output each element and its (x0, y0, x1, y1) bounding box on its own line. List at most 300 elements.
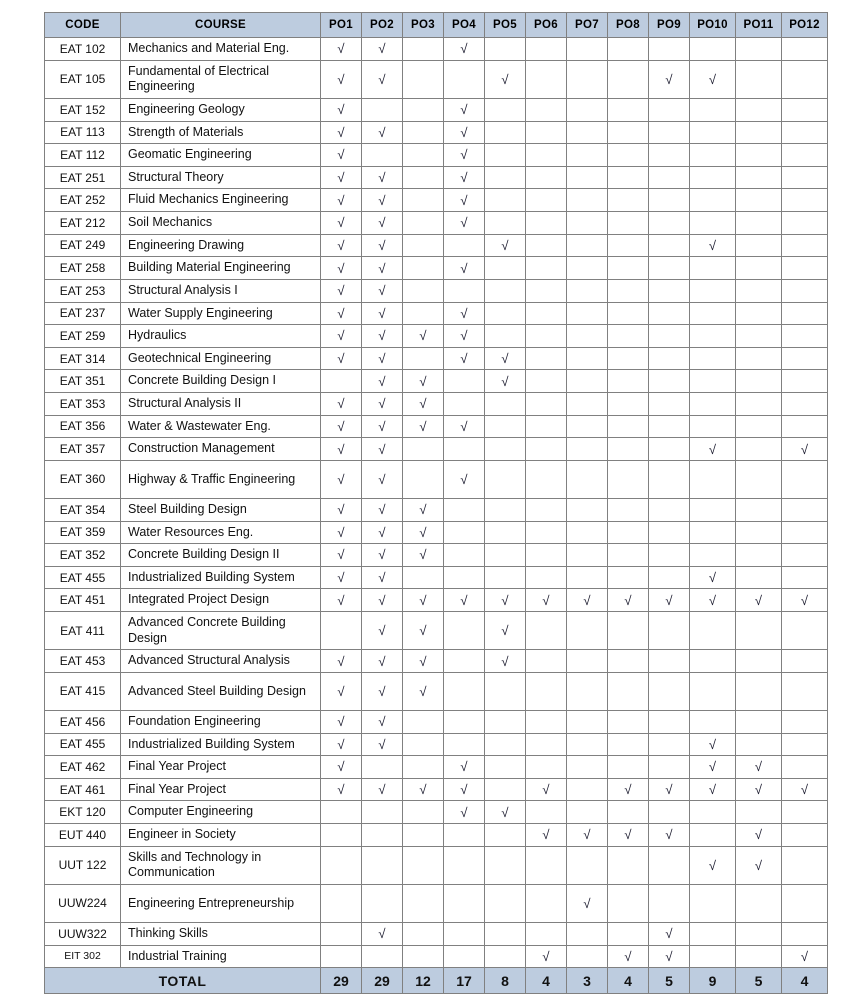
course-name-cell: Thinking Skills (121, 922, 321, 945)
course-name-cell: Industrialized Building System (121, 733, 321, 756)
check-icon: √ (501, 373, 509, 389)
po-mark-empty (608, 415, 649, 438)
po-mark-checked (362, 566, 403, 589)
po-mark-checked (485, 801, 526, 824)
check-icon: √ (337, 570, 345, 586)
po-mark-empty (403, 279, 444, 302)
po-mark-empty (608, 922, 649, 945)
po-mark-empty (403, 302, 444, 325)
po-mark-empty (608, 189, 649, 212)
po-mark-checked (444, 778, 485, 801)
po-mark-empty (690, 302, 736, 325)
po-mark-empty (485, 710, 526, 733)
course-code-cell: EUT 440 (45, 824, 121, 847)
column-header-code: CODE (45, 13, 121, 38)
po-mark-empty (485, 566, 526, 589)
course-name-cell: Geotechnical Engineering (121, 347, 321, 370)
po-mark-empty (485, 756, 526, 779)
po-mark-empty (649, 98, 690, 121)
po-mark-empty (736, 498, 782, 521)
po-mark-checked (690, 234, 736, 257)
po-mark-checked (321, 756, 362, 779)
table-row (45, 672, 828, 710)
po-mark-empty (362, 756, 403, 779)
po-mark-empty (736, 60, 782, 98)
column-header-po12: PO12 (782, 13, 828, 38)
po-mark-checked (444, 589, 485, 612)
po-mark-empty (526, 544, 567, 567)
po-mark-checked (321, 189, 362, 212)
po-mark-empty (362, 945, 403, 968)
po-mark-empty (403, 756, 444, 779)
po-mark-empty (782, 733, 828, 756)
check-icon: √ (754, 857, 763, 873)
po-mark-empty (608, 498, 649, 521)
po-mark-empty (321, 824, 362, 847)
po-mark-empty (485, 144, 526, 167)
check-icon: √ (419, 502, 427, 518)
po-mark-checked (362, 650, 403, 673)
check-icon: √ (378, 524, 386, 540)
po-mark-checked (362, 38, 403, 61)
course-code-cell: EAT 461 (45, 778, 121, 801)
course-name-cell: Structural Analysis II (121, 393, 321, 416)
course-code-cell: EAT 357 (45, 438, 121, 461)
po-mark-empty (690, 801, 736, 824)
po-mark-checked (362, 370, 403, 393)
po-mark-empty (736, 710, 782, 733)
po-mark-empty (567, 325, 608, 348)
po-mark-empty (736, 144, 782, 167)
course-code-cell: EAT 455 (45, 566, 121, 589)
po-mark-empty (526, 415, 567, 438)
po-mark-empty (782, 566, 828, 589)
po-mark-checked (526, 824, 567, 847)
course-name-cell: Structural Analysis I (121, 279, 321, 302)
table-row (45, 189, 828, 212)
po-mark-checked (444, 415, 485, 438)
po-mark-empty (403, 710, 444, 733)
po-mark-empty (782, 846, 828, 884)
table-row (45, 98, 828, 121)
po-mark-checked (321, 672, 362, 710)
po-mark-empty (485, 733, 526, 756)
table-body (45, 38, 828, 968)
po-mark-checked (321, 234, 362, 257)
po-mark-empty (649, 257, 690, 280)
po-mark-empty (782, 234, 828, 257)
course-name-cell: Highway & Traffic Engineering (121, 460, 321, 498)
po-mark-empty (567, 756, 608, 779)
po-mark-empty (403, 922, 444, 945)
column-header-po1: PO1 (321, 13, 362, 38)
po-mark-empty (444, 824, 485, 847)
table-row (45, 733, 828, 756)
course-code-cell: EAT 102 (45, 38, 121, 61)
course-name-cell: Concrete Building Design I (121, 370, 321, 393)
check-icon: √ (378, 926, 386, 942)
check-icon: √ (419, 373, 427, 389)
po-mark-empty (782, 144, 828, 167)
course-code-cell: EAT 354 (45, 498, 121, 521)
po-mark-empty (782, 189, 828, 212)
po-mark-empty (782, 212, 828, 235)
po-mark-empty (444, 234, 485, 257)
po-mark-empty (403, 438, 444, 461)
course-code-cell: EAT 212 (45, 212, 121, 235)
po-mark-checked (444, 98, 485, 121)
po-mark-checked (362, 589, 403, 612)
po-mark-checked (362, 521, 403, 544)
po-mark-checked (608, 589, 649, 612)
check-icon: √ (337, 192, 345, 208)
po-mark-checked (321, 38, 362, 61)
po-mark-checked (362, 438, 403, 461)
check-icon: √ (378, 570, 386, 586)
po-mark-empty (526, 498, 567, 521)
po-mark-empty (485, 922, 526, 945)
po-mark-empty (649, 756, 690, 779)
po-mark-checked (403, 415, 444, 438)
po-mark-checked (444, 756, 485, 779)
course-name-cell: Integrated Project Design (121, 589, 321, 612)
po-mark-checked (485, 589, 526, 612)
check-icon: √ (378, 192, 386, 208)
course-name-cell: Strength of Materials (121, 121, 321, 144)
po-mark-empty (403, 347, 444, 370)
po-mark-empty (608, 884, 649, 922)
table-row (45, 498, 828, 521)
po-mark-checked (403, 778, 444, 801)
check-icon: √ (337, 41, 345, 57)
check-icon: √ (624, 827, 632, 843)
po-mark-empty (567, 438, 608, 461)
check-icon: √ (378, 471, 386, 487)
po-mark-empty (608, 612, 649, 650)
po-mark-checked (321, 166, 362, 189)
po-mark-checked (567, 884, 608, 922)
po-mark-checked (362, 498, 403, 521)
po-mark-empty (567, 98, 608, 121)
check-icon: √ (460, 351, 468, 367)
po-mark-empty (736, 347, 782, 370)
po-mark-empty (608, 846, 649, 884)
check-icon: √ (337, 471, 345, 487)
po-mark-checked (403, 521, 444, 544)
po-mark-empty (567, 945, 608, 968)
check-icon: √ (378, 215, 386, 231)
check-icon: √ (501, 351, 509, 367)
check-icon: √ (708, 441, 717, 457)
po-mark-empty (526, 612, 567, 650)
po-mark-empty (485, 945, 526, 968)
po-mark-empty (608, 756, 649, 779)
check-icon: √ (624, 782, 632, 798)
po-mark-checked (321, 212, 362, 235)
po-mark-empty (567, 460, 608, 498)
check-icon: √ (419, 547, 427, 563)
po-mark-empty (736, 521, 782, 544)
po-mark-empty (782, 325, 828, 348)
po-mark-checked (321, 144, 362, 167)
po-mark-empty (321, 612, 362, 650)
table-row (45, 922, 828, 945)
check-icon: √ (337, 283, 345, 299)
po-mark-checked (736, 589, 782, 612)
check-icon: √ (754, 827, 763, 843)
po-mark-empty (567, 498, 608, 521)
check-icon: √ (337, 396, 345, 412)
check-icon: √ (583, 895, 591, 911)
po-mark-empty (782, 521, 828, 544)
po-mark-checked (362, 325, 403, 348)
table-row (45, 212, 828, 235)
course-code-cell: EKT 120 (45, 801, 121, 824)
po-mark-checked (362, 460, 403, 498)
po-mark-checked (736, 756, 782, 779)
po-mark-empty (403, 121, 444, 144)
check-icon: √ (337, 418, 345, 434)
po-mark-empty (690, 415, 736, 438)
check-icon: √ (419, 418, 427, 434)
po-mark-empty (782, 60, 828, 98)
po-mark-checked (321, 415, 362, 438)
po-mark-empty (649, 234, 690, 257)
course-name-cell: Final Year Project (121, 778, 321, 801)
po-mark-empty (526, 121, 567, 144)
check-icon: √ (378, 283, 386, 299)
po-mark-empty (608, 733, 649, 756)
po-mark-checked (321, 544, 362, 567)
po-mark-checked (321, 650, 362, 673)
check-icon: √ (460, 41, 468, 57)
po-mark-empty (608, 60, 649, 98)
po-mark-empty (649, 438, 690, 461)
po-mark-empty (690, 393, 736, 416)
po-mark-checked (649, 60, 690, 98)
po-mark-empty (649, 212, 690, 235)
check-icon: √ (378, 260, 386, 276)
po-mark-empty (690, 347, 736, 370)
po-mark-empty (782, 98, 828, 121)
po-mark-empty (690, 521, 736, 544)
total-value-po7: 3 (567, 968, 608, 994)
po-mark-empty (485, 212, 526, 235)
po-mark-checked (444, 189, 485, 212)
total-label: TOTAL (45, 968, 321, 994)
column-header-po4: PO4 (444, 13, 485, 38)
po-mark-empty (690, 672, 736, 710)
po-mark-empty (608, 279, 649, 302)
course-code-cell: EIT 302 (45, 945, 121, 968)
po-mark-checked (649, 945, 690, 968)
po-mark-checked (649, 589, 690, 612)
check-icon: √ (665, 592, 673, 608)
po-mark-empty (567, 144, 608, 167)
check-icon: √ (501, 653, 509, 669)
po-mark-empty (526, 846, 567, 884)
po-mark-checked (362, 672, 403, 710)
table-row (45, 38, 828, 61)
po-mark-empty (649, 672, 690, 710)
po-mark-empty (608, 325, 649, 348)
po-mark-empty (403, 566, 444, 589)
po-mark-empty (782, 460, 828, 498)
po-mark-checked (444, 801, 485, 824)
check-icon: √ (337, 170, 345, 186)
po-mark-checked (526, 945, 567, 968)
po-mark-empty (782, 279, 828, 302)
po-mark-checked (690, 778, 736, 801)
course-code-cell: EAT 105 (45, 60, 121, 98)
po-mark-checked (608, 945, 649, 968)
po-mark-empty (736, 460, 782, 498)
po-mark-empty (403, 733, 444, 756)
po-mark-checked (362, 612, 403, 650)
check-icon: √ (542, 827, 550, 843)
po-mark-empty (690, 189, 736, 212)
course-code-cell: EAT 360 (45, 460, 121, 498)
column-header-po8: PO8 (608, 13, 649, 38)
table-row (45, 589, 828, 612)
po-mark-empty (782, 650, 828, 673)
course-code-cell: UUT 122 (45, 846, 121, 884)
total-value-po1: 29 (321, 968, 362, 994)
po-mark-empty (526, 393, 567, 416)
po-mark-checked (362, 189, 403, 212)
course-name-cell: Water Supply Engineering (121, 302, 321, 325)
po-mark-empty (444, 393, 485, 416)
course-name-cell: Foundation Engineering (121, 710, 321, 733)
check-icon: √ (754, 759, 763, 775)
po-mark-empty (649, 38, 690, 61)
course-name-cell: Skills and Technology in Communication (121, 846, 321, 884)
total-value-po10: 9 (690, 968, 736, 994)
po-mark-empty (567, 370, 608, 393)
course-name-cell: Advanced Steel Building Design (121, 672, 321, 710)
check-icon: √ (419, 683, 427, 699)
po-mark-empty (690, 144, 736, 167)
po-mark-empty (782, 38, 828, 61)
check-icon: √ (337, 714, 345, 730)
check-icon: √ (337, 305, 345, 321)
check-icon: √ (378, 237, 386, 253)
table-row (45, 234, 828, 257)
po-mark-checked (362, 733, 403, 756)
po-mark-empty (608, 393, 649, 416)
po-mark-empty (567, 544, 608, 567)
po-mark-empty (485, 279, 526, 302)
column-header-po2: PO2 (362, 13, 403, 38)
course-name-cell: Industrialized Building System (121, 566, 321, 589)
check-icon: √ (460, 102, 468, 118)
po-mark-empty (485, 438, 526, 461)
table-row (45, 370, 828, 393)
po-mark-empty (782, 756, 828, 779)
po-mark-checked (362, 166, 403, 189)
po-mark-empty (444, 544, 485, 567)
po-mark-empty (736, 650, 782, 673)
po-mark-checked (567, 589, 608, 612)
po-mark-checked (362, 778, 403, 801)
po-mark-checked (608, 824, 649, 847)
po-mark-empty (690, 612, 736, 650)
po-mark-empty (690, 166, 736, 189)
po-mark-empty (567, 234, 608, 257)
po-mark-empty (608, 566, 649, 589)
po-mark-empty (736, 189, 782, 212)
po-mark-empty (567, 166, 608, 189)
po-mark-empty (444, 672, 485, 710)
po-mark-checked (362, 212, 403, 235)
po-mark-checked (649, 778, 690, 801)
check-icon: √ (501, 623, 509, 639)
check-icon: √ (665, 948, 673, 964)
po-mark-checked (526, 778, 567, 801)
po-mark-empty (690, 710, 736, 733)
table-row (45, 166, 828, 189)
check-icon: √ (378, 592, 386, 608)
course-code-cell: EAT 353 (45, 393, 121, 416)
po-mark-empty (485, 302, 526, 325)
po-mark-checked (444, 302, 485, 325)
po-mark-empty (485, 325, 526, 348)
po-mark-empty (485, 778, 526, 801)
po-mark-empty (567, 189, 608, 212)
table-row (45, 945, 828, 968)
course-code-cell: EAT 112 (45, 144, 121, 167)
check-icon: √ (460, 418, 468, 434)
po-mark-empty (690, 98, 736, 121)
check-icon: √ (460, 260, 468, 276)
po-mark-empty (321, 945, 362, 968)
po-mark-checked (362, 710, 403, 733)
total-value-po3: 12 (403, 968, 444, 994)
check-icon: √ (460, 328, 468, 344)
check-icon: √ (337, 215, 345, 231)
po-mark-empty (567, 279, 608, 302)
check-icon: √ (800, 782, 809, 798)
po-mark-empty (736, 38, 782, 61)
po-mark-empty (362, 98, 403, 121)
po-mark-empty (782, 612, 828, 650)
course-name-cell: Engineering Drawing (121, 234, 321, 257)
po-mark-checked (782, 589, 828, 612)
po-mark-empty (782, 302, 828, 325)
po-mark-empty (567, 612, 608, 650)
check-icon: √ (337, 502, 345, 518)
check-icon: √ (378, 351, 386, 367)
check-icon: √ (800, 948, 809, 964)
po-mark-empty (608, 650, 649, 673)
po-mark-empty (403, 166, 444, 189)
po-mark-checked (444, 212, 485, 235)
po-mark-empty (736, 98, 782, 121)
po-mark-empty (608, 438, 649, 461)
po-mark-empty (526, 279, 567, 302)
course-name-cell: Building Material Engineering (121, 257, 321, 280)
po-mark-empty (690, 370, 736, 393)
po-mark-checked (690, 733, 736, 756)
check-icon: √ (460, 124, 468, 140)
po-mark-empty (485, 824, 526, 847)
po-mark-empty (649, 846, 690, 884)
column-header-po7: PO7 (567, 13, 608, 38)
check-icon: √ (708, 759, 717, 775)
course-name-cell: Final Year Project (121, 756, 321, 779)
po-mark-checked (321, 347, 362, 370)
po-mark-empty (567, 672, 608, 710)
